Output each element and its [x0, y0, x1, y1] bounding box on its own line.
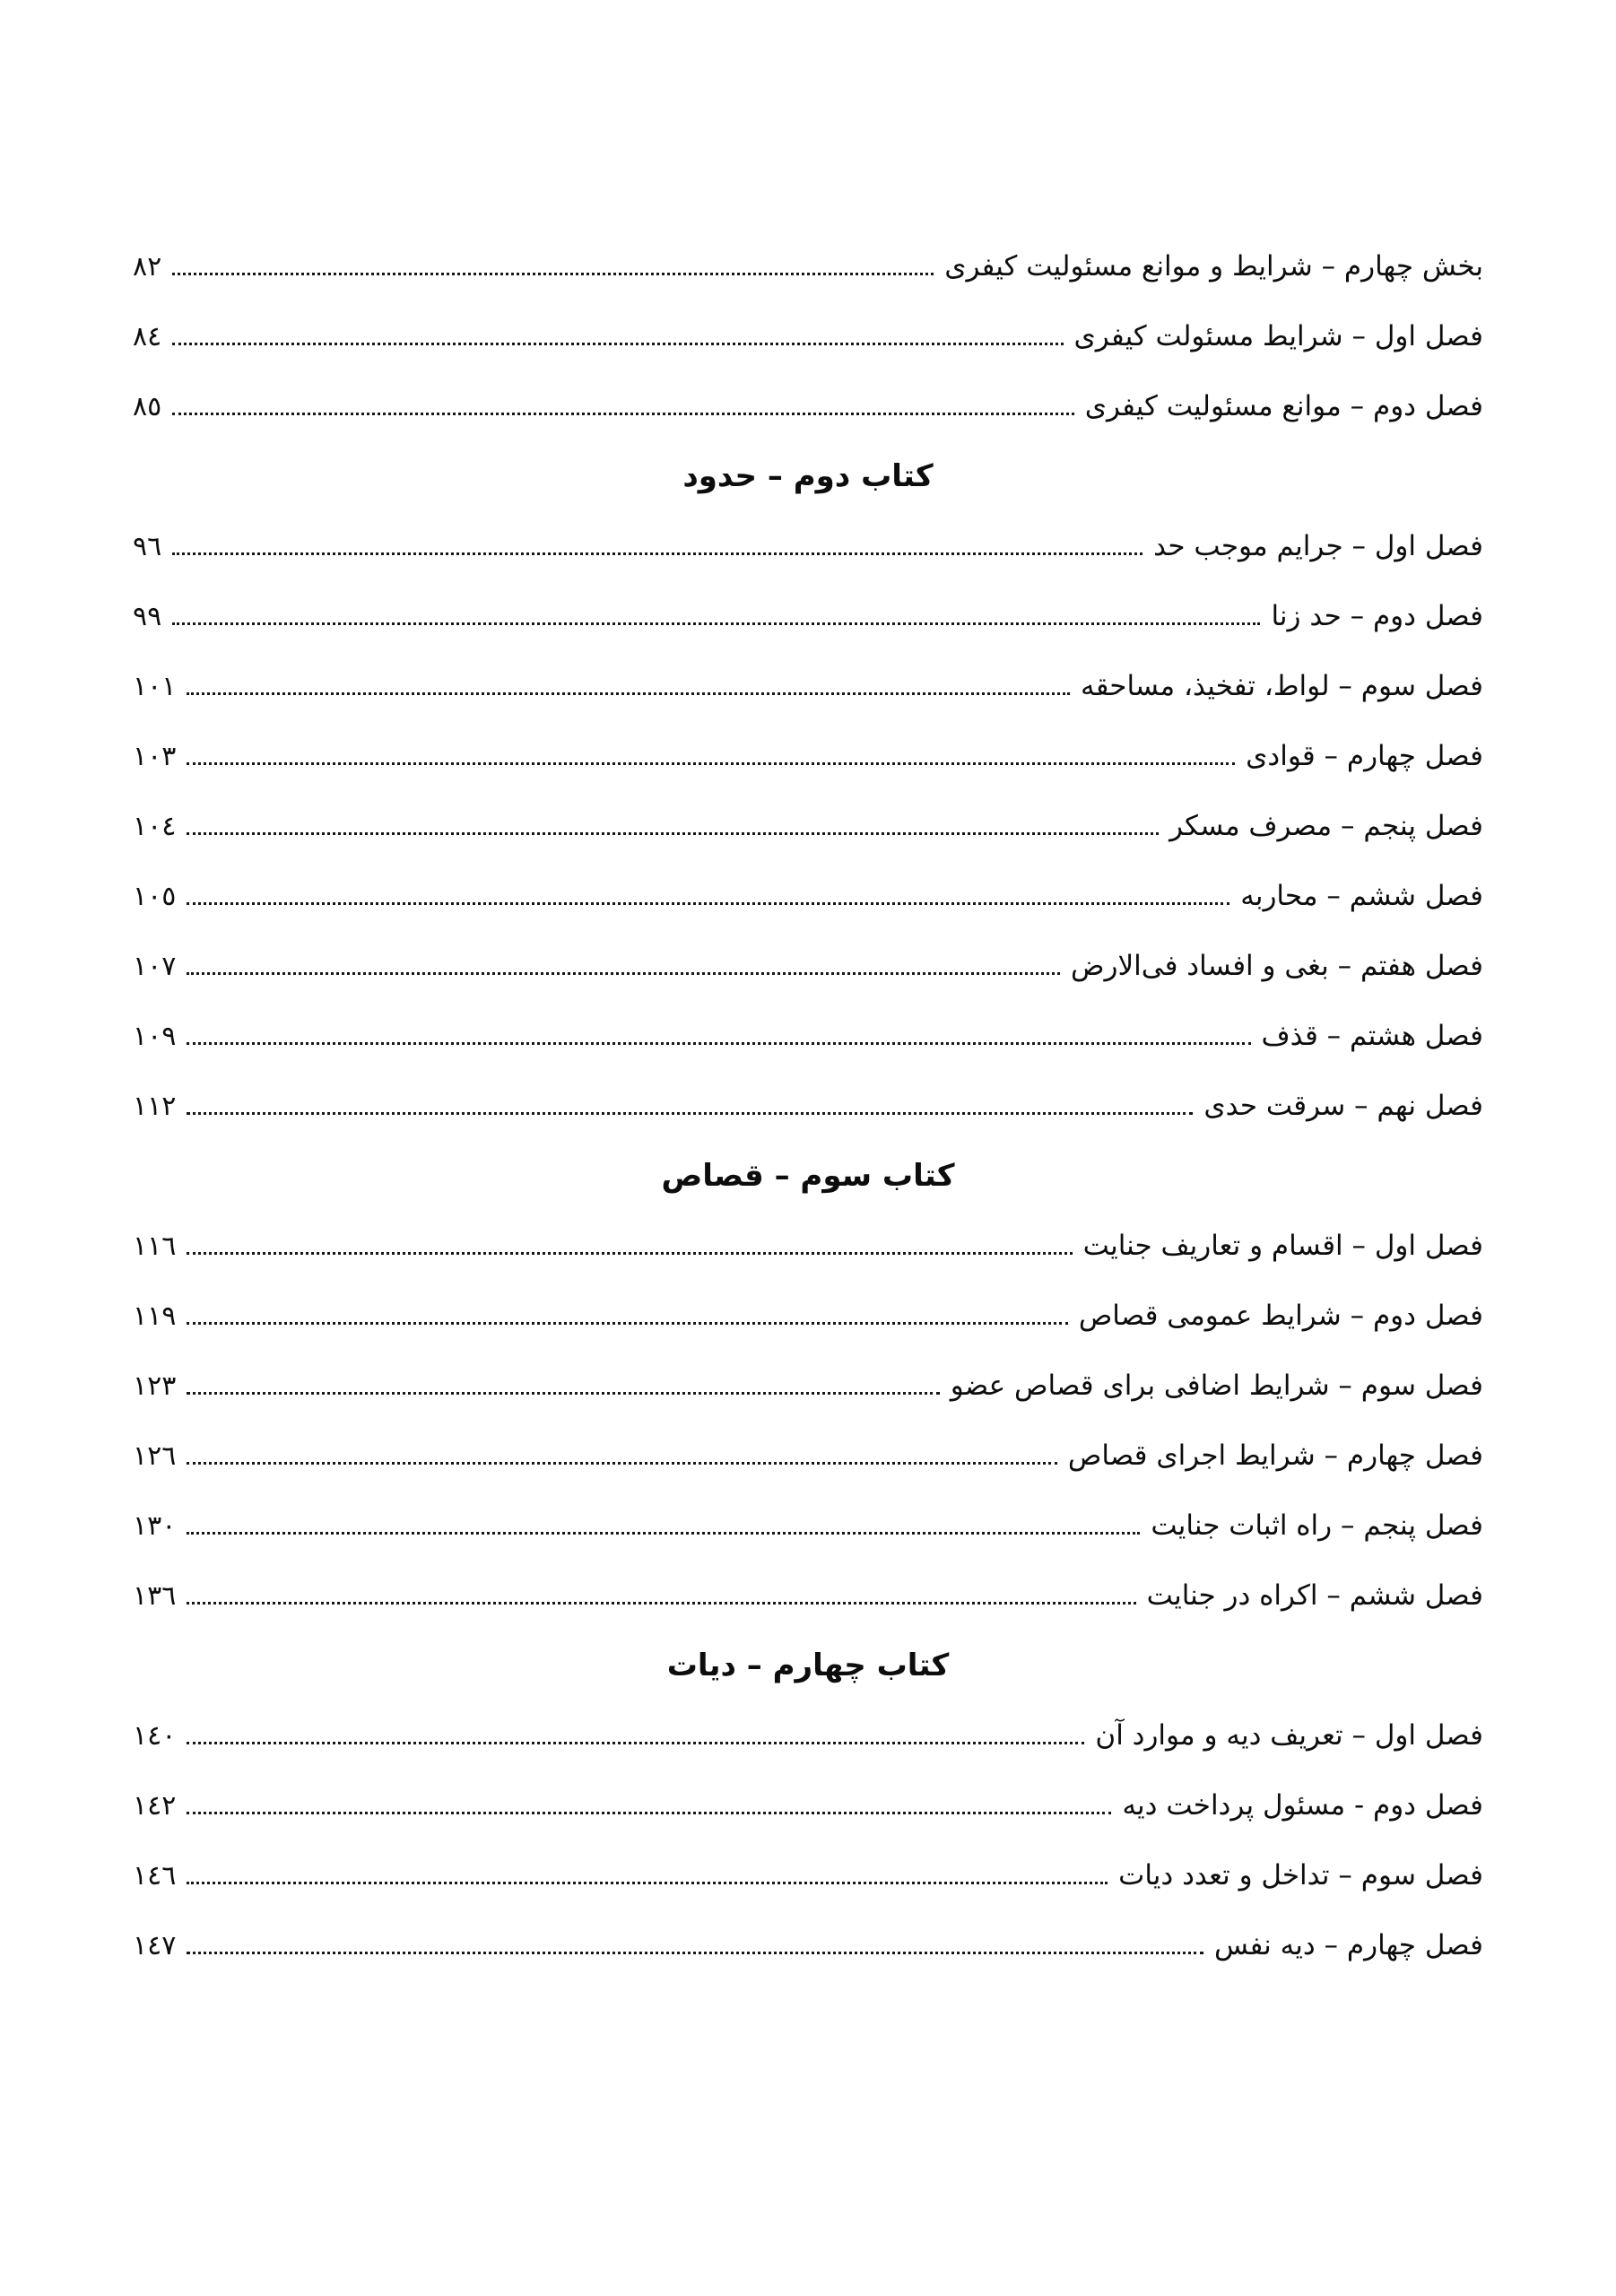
toc-entry-page-number: ١٢٦ [133, 1440, 177, 1472]
toc-entry [133, 1281, 1483, 1351]
toc-entry-title: فصل پنجم – راه اثبات جنایت [1151, 1509, 1483, 1542]
dot-leader [172, 552, 1142, 555]
toc-entry-title: فصل اول – تعریف دیه و موارد آن [1095, 1719, 1483, 1752]
toc-entry-title: فصل اول – شرایط مسئولت کیفری [1073, 320, 1483, 352]
toc-entry [133, 511, 1483, 581]
dot-leader [187, 1882, 1108, 1884]
toc-entry-title: فصل هفتم – بغی و افساد فی‌الارض [1071, 950, 1483, 982]
toc-entry [133, 1421, 1483, 1491]
toc-entry-title: فصل دوم – موانع مسئولیت کیفری [1084, 390, 1483, 422]
toc-entry-title: فصل ششم – محاربه [1240, 880, 1483, 912]
toc-entry-title: بخش چهارم – شرایط و موانع مسئولیت کیفری [944, 250, 1483, 283]
toc-entry-title: فصل اول – اقسام و تعاریف جنایت [1082, 1230, 1483, 1262]
toc-entry-page-number: ٨٤ [133, 321, 162, 352]
toc-entry [133, 1910, 1483, 1980]
toc-entry-title: فصل دوم – شرایط عمومی قصاص [1078, 1300, 1483, 1332]
toc-entry-title: فصل ششم – اکراه در جنایت [1146, 1579, 1483, 1612]
toc-entry [133, 1561, 1483, 1631]
toc-entry-page-number: ١٠١ [133, 671, 177, 702]
toc-entry-page-number: ١٠٣ [133, 741, 177, 772]
toc-entry-title: فصل پنجم – مصرف مسکر [1169, 810, 1483, 842]
dot-leader [187, 1392, 939, 1395]
toc-entry-page-number: ١٤٢ [133, 1790, 177, 1822]
toc-entry-title: فصل دوم - مسئول پرداخت دیه [1122, 1789, 1483, 1822]
toc-entry-page-number: ٨٢ [133, 251, 162, 283]
toc-entry-title: فصل هشتم – قذف [1261, 1020, 1483, 1052]
dot-leader [187, 1812, 1111, 1814]
toc-entry [133, 791, 1483, 861]
dot-leader [172, 343, 1063, 345]
toc-entry-page-number: ١٤٠ [133, 1720, 177, 1752]
dot-leader [172, 273, 934, 275]
dot-leader [187, 1602, 1135, 1605]
toc-entry-title: فصل چهارم – دیه نفس [1213, 1929, 1483, 1961]
toc-entry-page-number: ١١٦ [133, 1231, 177, 1262]
toc-entry-title: فصل چهارم – قوادی [1246, 740, 1483, 772]
book-heading: کتاب دوم – حدود [682, 458, 934, 494]
dot-leader [187, 1742, 1084, 1744]
toc-entry-page-number: ٩٩ [133, 601, 162, 632]
toc-entry [133, 231, 1483, 301]
toc-entry [133, 861, 1483, 931]
dot-leader [187, 972, 1060, 975]
toc-entry [133, 371, 1483, 441]
toc-entry-page-number: ١٤٧ [133, 1930, 177, 1961]
book-heading: کتاب سوم – قصاص [661, 1158, 955, 1194]
dot-leader [187, 1112, 1193, 1115]
toc-entry [133, 1001, 1483, 1071]
dot-leader [187, 1042, 1250, 1045]
toc-entry [133, 1351, 1483, 1421]
toc-entry-page-number: ١٠٩ [133, 1021, 177, 1052]
book-heading: کتاب چهارم – دیات [666, 1648, 950, 1683]
toc-entry-title: فصل سوم – لواط، تفخیذ، مساحقه [1080, 670, 1483, 702]
toc-entry [133, 1491, 1483, 1561]
toc-entry-page-number: ١٣٠ [133, 1510, 177, 1542]
dot-leader [187, 762, 1235, 765]
toc-entry [133, 1700, 1483, 1770]
toc-entry-title: فصل سوم – تداخل و تعدد دیات [1118, 1859, 1483, 1892]
toc [133, 231, 1483, 1980]
toc-entry [133, 1840, 1483, 1910]
toc-entry-title: فصل اول – جرایم موجب حد [1153, 530, 1483, 562]
toc-entry [133, 651, 1483, 721]
dot-leader [172, 413, 1073, 415]
toc-entry [133, 721, 1483, 791]
toc-entry-page-number: ١٣٦ [133, 1580, 177, 1612]
dot-leader [187, 1322, 1067, 1325]
toc-entry-page-number: ٩٦ [133, 531, 162, 562]
toc-entry-title: فصل نهم – سرقت حدی [1203, 1090, 1483, 1122]
toc-entry-page-number: ١١٢ [133, 1091, 177, 1122]
dot-leader [187, 902, 1229, 905]
dot-leader [187, 1532, 1140, 1535]
toc-entry-page-number: ١٢٣ [133, 1370, 177, 1402]
toc-entry-page-number: ١٠٧ [133, 951, 177, 982]
toc-entry-page-number: ١٠٥ [133, 881, 177, 912]
toc-entry-page-number: ١٠٤ [133, 811, 177, 842]
dot-leader [187, 1252, 1072, 1255]
toc-entry-page-number: ١١٩ [133, 1300, 177, 1332]
toc-entry [133, 1211, 1483, 1281]
toc-entry-title: فصل دوم – حد زنا [1271, 600, 1483, 632]
dot-leader [172, 622, 1260, 625]
toc-entry-page-number: ٨٥ [133, 391, 162, 422]
toc-entry [133, 301, 1483, 371]
toc-entry [133, 581, 1483, 651]
dot-leader [187, 832, 1159, 835]
toc-entry [133, 1770, 1483, 1840]
dot-leader [187, 1462, 1057, 1465]
dot-leader [187, 1952, 1203, 1954]
dot-leader [187, 692, 1070, 695]
toc-entry [133, 1071, 1483, 1141]
toc-entry [133, 931, 1483, 1001]
toc-entry-page-number: ١٤٦ [133, 1860, 177, 1892]
toc-entry-title: فصل چهارم – شرایط اجرای قصاص [1067, 1439, 1483, 1472]
toc-entry-title: فصل سوم – شرایط اضافی برای قصاص عضو [950, 1370, 1483, 1402]
